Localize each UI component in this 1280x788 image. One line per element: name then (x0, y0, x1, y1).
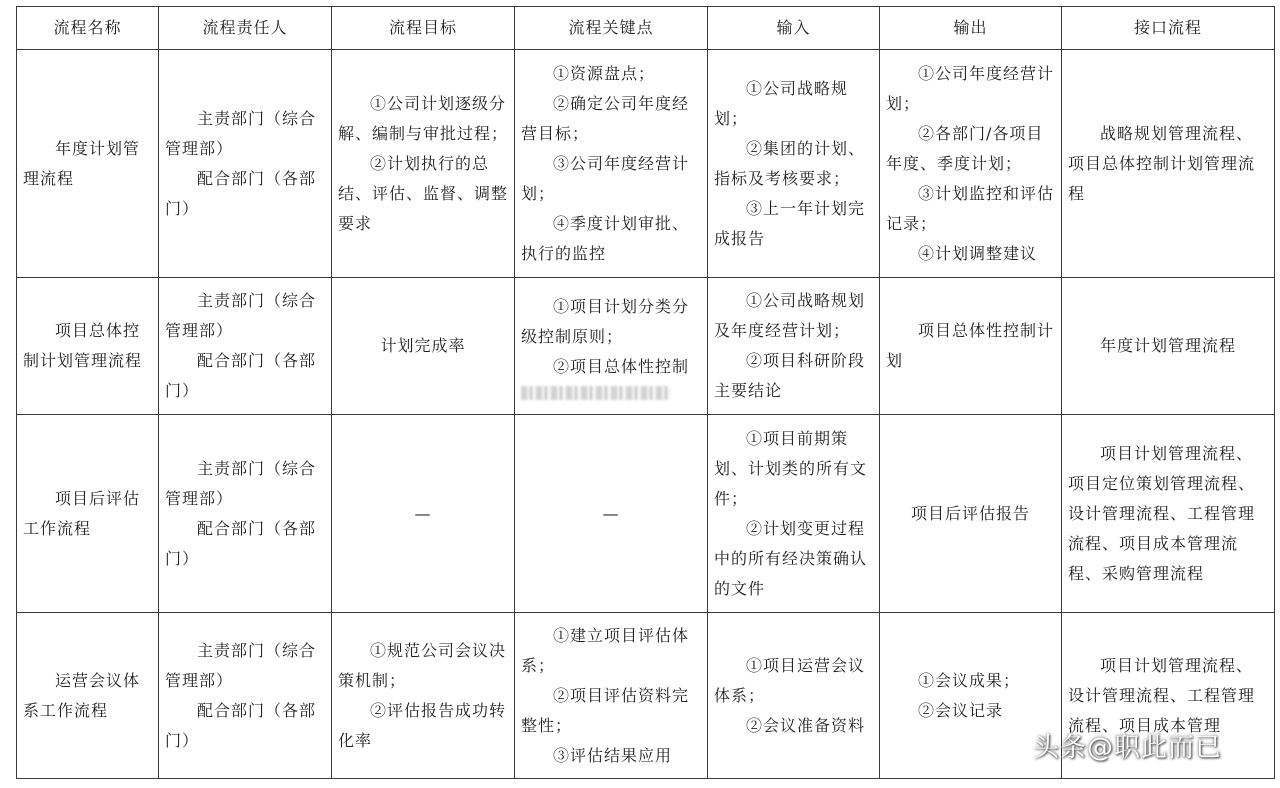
header-input: 输入 (708, 7, 880, 50)
header-key-points: 流程关键点 (515, 7, 708, 50)
key-points-cell: — (515, 415, 708, 613)
process-name-cell: 运营会议体系工作流程 (17, 613, 159, 779)
header-owner: 流程责任人 (159, 7, 332, 50)
blurred-text (521, 386, 671, 400)
key-points-cell: ①项目计划分类分级控制原则； ②项目总体性控制 (515, 278, 708, 415)
input-cell: ①公司战略规划； ②集团的计划、指标及考核要求； ③上一年计划完成报告 (708, 50, 880, 278)
process-name-cell: 项目后评估工作流程 (17, 415, 159, 613)
owner-cell: 主责部门（综合管理部） 配合部门（各部门） (159, 613, 332, 779)
goal-cell: ①公司计划逐级分解、编制与审批过程； ②计划执行的总结、评估、监督、调整要求 (332, 50, 515, 278)
output-cell: ①公司年度经营计划； ②各部门/各项目年度、季度计划； ③计划监控和评估记录； ④计划调整建议 (880, 50, 1062, 278)
header-process-name: 流程名称 (17, 7, 159, 50)
output-cell: 项目总体性控制计划 (880, 278, 1062, 415)
goal-cell: — (332, 415, 515, 613)
process-table (16, 6, 1275, 779)
watermark: 头条@职此而已 (1032, 733, 1222, 763)
output-cell: 项目后评估报告 (880, 415, 1062, 613)
process-name-cell: 年度计划管理流程 (17, 50, 159, 278)
header-interface: 接口流程 (1062, 7, 1275, 50)
header-goal: 流程目标 (332, 7, 515, 50)
table-row (17, 415, 1275, 613)
key-points-cell: ①建立项目评估体系； ②项目评估资料完整性； ③评估结果应用 (515, 613, 708, 779)
interface-cell: 项目计划管理流程、项目定位策划管理流程、设计管理流程、工程管理流程、项目成本管理流程、采购管理流程 (1062, 415, 1275, 613)
owner-cell: 主责部门（综合管理部） 配合部门（各部门） (159, 50, 332, 278)
goal-cell: ①规范公司会议决策机制； ②评估报告成功转化率 (332, 613, 515, 779)
header-output: 输出 (880, 7, 1062, 50)
input-cell: ①项目前期策划、计划类的所有文件； ②计划变更过程中的所有经决策确认的文件 (708, 415, 880, 613)
interface-cell: 战略规划管理流程、项目总体控制计划管理流程 (1062, 50, 1275, 278)
key-points-cell: ①资源盘点； ②确定公司年度经营目标； ③公司年度经营计划； ④季度计划审批、执行的监控 (515, 50, 708, 278)
goal-cell: 计划完成率 (332, 278, 515, 415)
interface-cell: 项目计划管理流程、设计管理流程、工程管理流程、项目成本管理 (1062, 613, 1275, 779)
process-name-cell: 项目总体控制计划管理流程 (17, 278, 159, 415)
table-row (17, 278, 1275, 415)
header-row (17, 7, 1275, 50)
output-cell: ①会议成果； ②会议记录 (880, 613, 1062, 779)
input-cell: ①项目运营会议体系； ②会议准备资料 (708, 613, 880, 779)
table-row (17, 50, 1275, 278)
owner-cell: 主责部门（综合管理部） 配合部门（各部门） (159, 278, 332, 415)
owner-cell: 主责部门（综合管理部） 配合部门（各部门） (159, 415, 332, 613)
input-cell: ①公司战略规划及年度经营计划； ②项目科研阶段主要结论 (708, 278, 880, 415)
interface-cell: 年度计划管理流程 (1062, 278, 1275, 415)
